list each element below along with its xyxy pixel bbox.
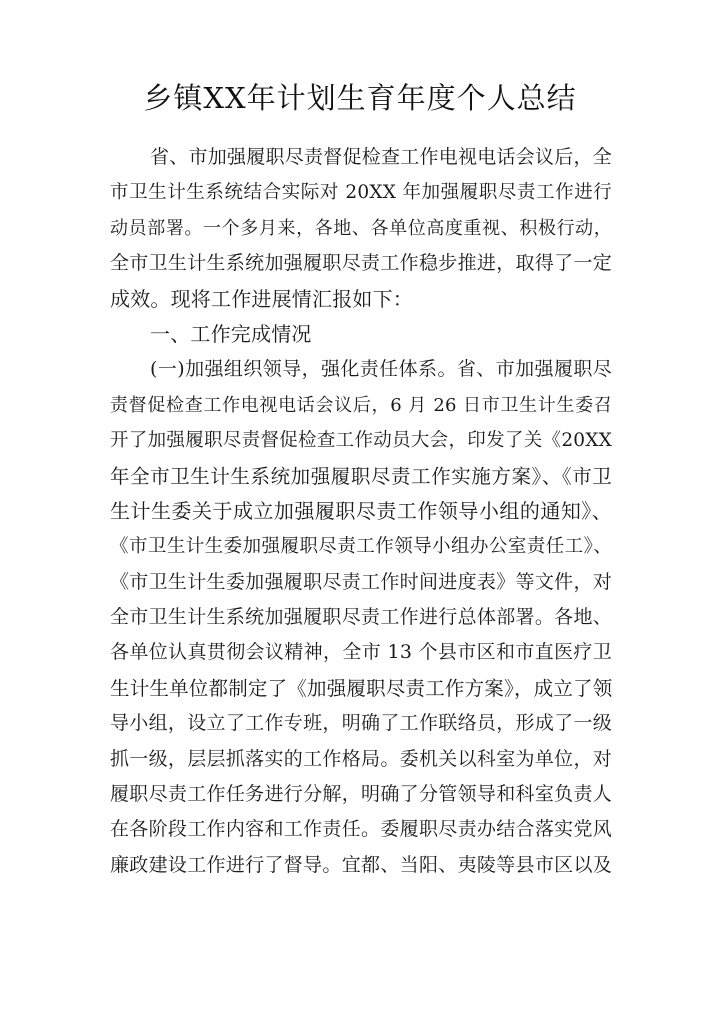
paragraph-line: 动员部署。一个多月来，各地、各单位高度重视、积极行动， (110, 217, 612, 239)
paragraph-line: 导小组，设立了工作专班，明确了工作联络员，形成了一级 (110, 712, 612, 735)
paragraph-line: 责督促检查工作电视电话会议后，6 月 26 日市卫生计生委召 (110, 394, 612, 416)
document-title: 乡镇XX年计划生育年度个人总结 (143, 81, 577, 115)
paragraph-line: 市卫生计生系统结合实际对 20XX 年加强履职尽责工作进行 (110, 182, 612, 204)
section-heading: 一、工作完成情况 (150, 321, 312, 346)
paragraph-line: 廉政建设工作进行了督导。宜都、当阳、夷陵等县市区以及 (110, 853, 612, 876)
paragraph-line: (一)加强组织领导，强化责任体系。省、市加强履职尽 (150, 358, 612, 381)
paragraph-line: 省、市加强履职尽责督促检查工作电视电话会议后，全 (150, 146, 612, 168)
paragraph-line: 全市卫生计生系统加强履职尽责工作稳步推进，取得了一定 (110, 252, 612, 275)
paragraph-line: 生计生单位都制定了《加强履职尽责工作方案》，成立了领 (110, 676, 613, 700)
paragraph-line: 全市卫生计生系统加强履职尽责工作进行总体部署。各地、 (110, 606, 612, 629)
paragraph-line: 年全市卫生计生系统加强履职尽责工作实施方案》、《市卫 (110, 464, 612, 488)
paragraph-line: 《市卫生计生委加强履职尽责工作领导小组办公室责任工》、 (110, 536, 612, 558)
document-body (110, 140, 612, 883)
paragraph-line: 成效。现将工作进展情汇报如下： (110, 286, 413, 311)
paragraph-line: 抓一级，层层抓落实的工作格局。委机关以科室为单位，对 (110, 747, 612, 770)
paragraph-line: 各单位认真贯彻会议精神，全市 13 个县市区和市直医疗卫 (110, 641, 612, 664)
paragraph-line: 《市卫生计生委加强履职尽责工作时间进度表》等文件，对 (110, 570, 612, 593)
paragraph-line: 生计生委关于成立加强履职尽责工作领导小组的通知》、 (110, 498, 612, 523)
paragraph-line: 开了加强履职尽责督促检查工作动员大会，印发了关《20XX (110, 430, 612, 452)
paragraph-line: 在各阶段工作内容和工作责任。委履职尽责办结合落实党风 (110, 818, 612, 841)
paragraph-line: 履职尽责工作任务进行分解，明确了分管领导和科室负责人 (110, 783, 612, 806)
